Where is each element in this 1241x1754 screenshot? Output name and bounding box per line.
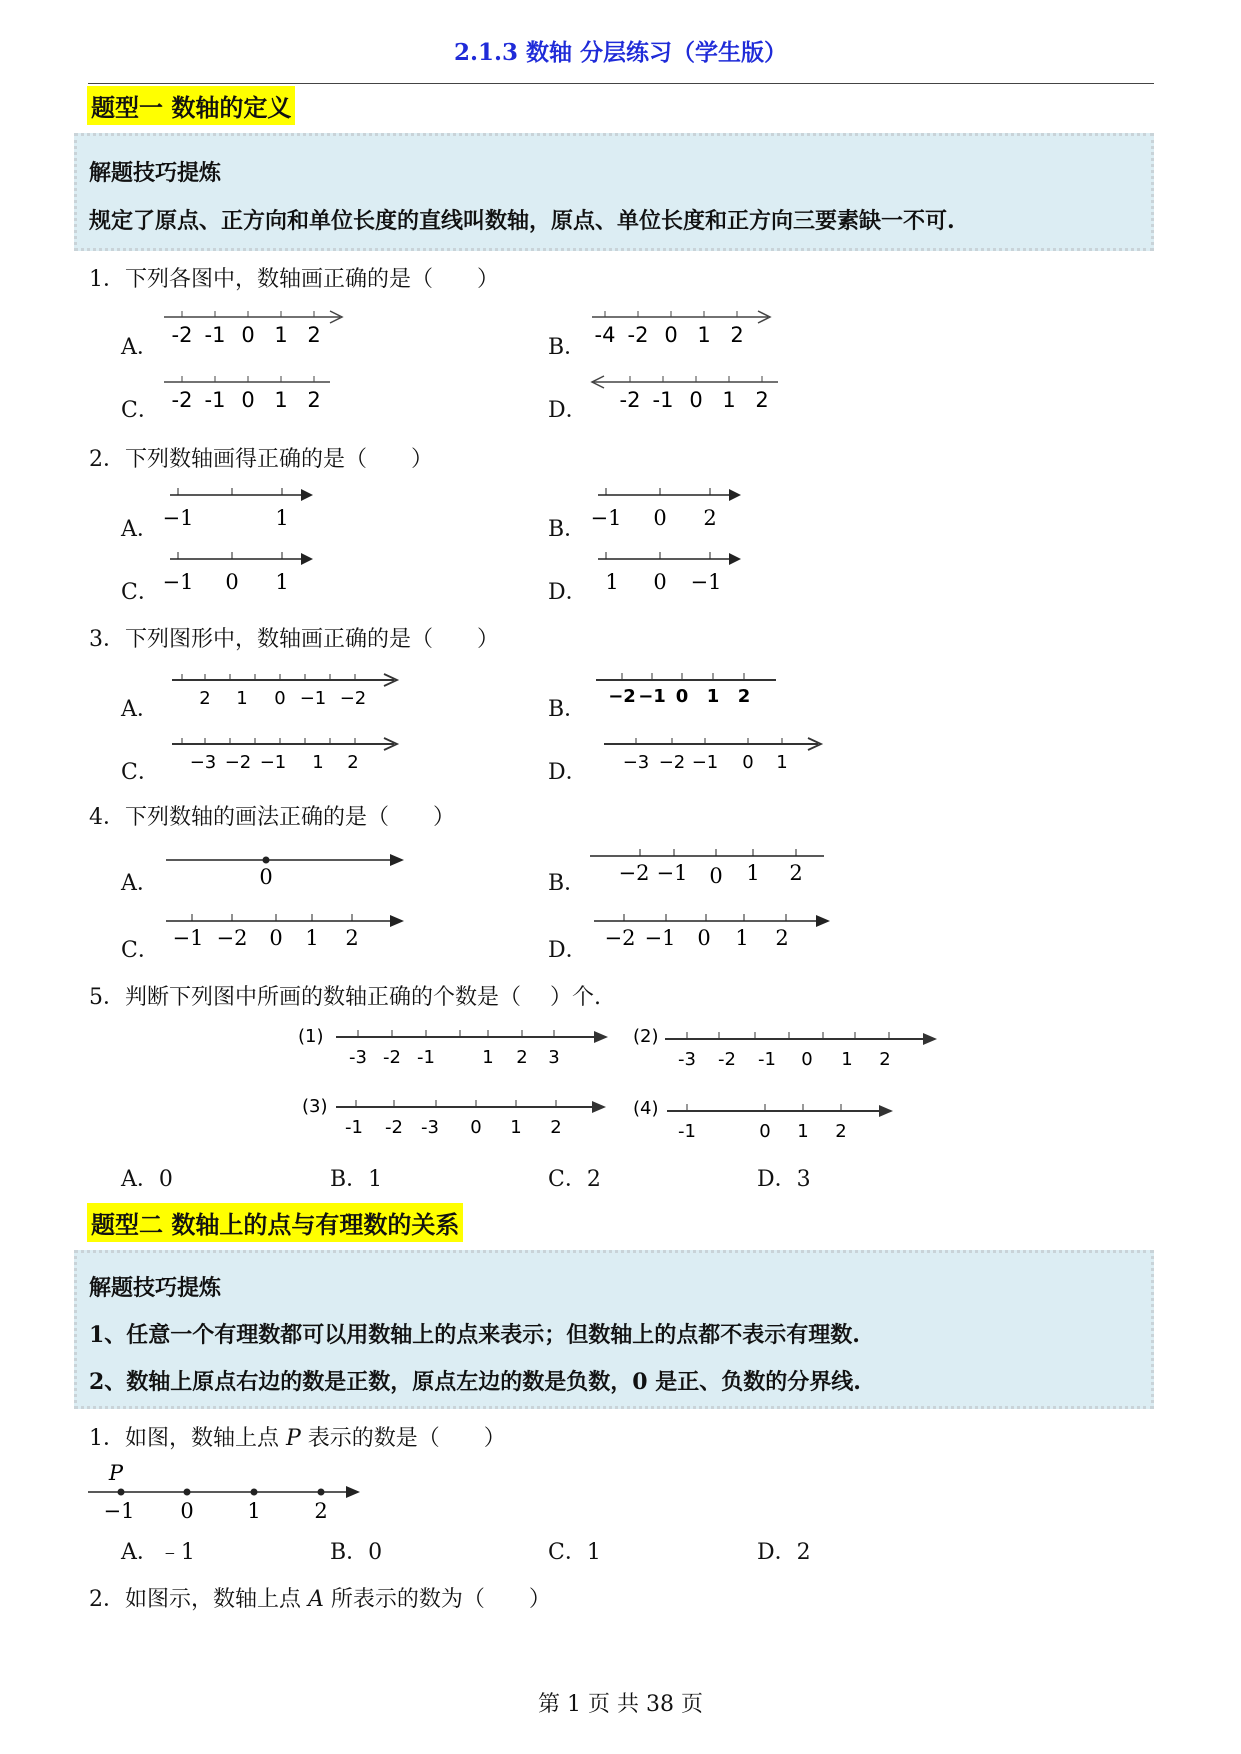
section2-title: 题型二 数轴上的点与有理数的关系 — [87, 1203, 463, 1242]
number-line-figure — [168, 668, 408, 712]
tick-label: -3 — [421, 1117, 439, 1138]
tick-label: −1 — [162, 570, 194, 594]
number-line-figure — [588, 365, 788, 415]
tick-label: 0 — [742, 752, 754, 773]
option-label: C． — [121, 580, 160, 605]
option-label: C． — [121, 760, 160, 785]
number-line-figure — [160, 365, 350, 415]
number-line-figure — [160, 300, 350, 350]
tick-label: 2 — [314, 1499, 328, 1523]
tick-label: -2 — [385, 1117, 403, 1138]
tick-label: −1 — [299, 688, 327, 709]
tick-label: 2 — [199, 688, 211, 709]
tick-label: -2 — [718, 1049, 736, 1070]
header-divider — [88, 83, 1154, 84]
stem-text: 2．如图示，数轴上点 — [89, 1587, 308, 1612]
number-line-figure — [168, 732, 408, 776]
option-label: A． — [121, 335, 159, 360]
tick-label: −2 — [604, 926, 636, 950]
stem-text: 1．如图，数轴上点 — [89, 1426, 286, 1451]
tick-label: -1 — [652, 388, 674, 412]
tick-label: 1 — [305, 926, 319, 950]
stem-text: 表示的数是（ ） — [300, 1426, 506, 1451]
point-label: P — [108, 1461, 124, 1485]
tick-label: 1 — [697, 323, 711, 347]
tick-label: 1 — [735, 926, 749, 950]
tick-label: −1 — [590, 506, 622, 530]
figure-label: (2) — [633, 1026, 659, 1047]
tick-label: 0 — [664, 323, 678, 347]
option-label: A． — [121, 517, 159, 542]
tick-label: 2 — [345, 926, 359, 950]
question-stem — [89, 1582, 551, 1613]
answer-choice: D．3 — [757, 1167, 811, 1192]
tick-label: 1 — [776, 752, 788, 773]
tick-label: 1 — [274, 323, 288, 347]
tick-label: −1 — [638, 686, 666, 707]
tick-label: −2 — [224, 752, 252, 773]
tick-label: -3 — [349, 1047, 367, 1068]
section1-tip-box — [74, 133, 1154, 251]
tick-label: 2 — [307, 323, 321, 347]
answer-choice: C．1 — [548, 1540, 601, 1565]
answer-choice: C．2 — [548, 1167, 601, 1192]
point-variable: P — [286, 1426, 301, 1451]
tip-line: 2、数轴上原点右边的数是正数，原点左边的数是负数，0 是正、负数的分界线. — [89, 1369, 861, 1395]
tick-label: −1 — [259, 752, 287, 773]
tick-label: −1 — [691, 752, 719, 773]
option-label: D． — [548, 398, 588, 423]
figure-label: (1) — [298, 1026, 324, 1047]
tick-label: −1 — [162, 506, 194, 530]
point-variable: A — [308, 1587, 324, 1612]
tick-label: 0 — [689, 388, 703, 412]
option-label: C． — [121, 398, 160, 423]
tick-label: 2 — [516, 1047, 528, 1068]
tip-line: 规定了原点、正方向和单位长度的直线叫数轴，原点、单位长度和正方向三要素缺一不可. — [89, 208, 955, 234]
tick-label: −2 — [618, 861, 650, 885]
tick-label: -2 — [383, 1047, 401, 1068]
tick-label: 1 — [706, 686, 720, 707]
tick-label: 2 — [789, 861, 803, 885]
tick-label: -2 — [627, 323, 649, 347]
tick-label: −1 — [644, 926, 676, 950]
tip-title: 解题技巧提炼 — [89, 1275, 222, 1301]
tick-label: 0 — [274, 688, 286, 709]
number-line-figure — [160, 483, 320, 535]
question-stem: 5．判断下列图中所画的数轴正确的个数是（ ）个. — [89, 985, 601, 1010]
tick-label: 0 — [759, 1121, 771, 1142]
number-line-figure — [627, 1092, 907, 1146]
option-label: A． — [121, 871, 159, 896]
section2-tip-box — [74, 1250, 1154, 1409]
tick-label: −2 — [658, 752, 686, 773]
page-title: 2.1.3 数轴 分层练习（学生版） — [453, 39, 788, 66]
tick-label: 0 — [269, 926, 283, 950]
tick-label: 0 — [653, 506, 667, 530]
tick-label: 1 — [482, 1047, 494, 1068]
option-label: A． — [121, 697, 159, 722]
tick-label: −2 — [339, 688, 367, 709]
tick-label: 1 — [312, 752, 324, 773]
number-line-figure — [160, 547, 320, 599]
number-line-figure — [292, 1020, 622, 1074]
number-line-figure — [590, 846, 830, 890]
tick-label: 2 — [755, 388, 769, 412]
number-line-figure — [296, 1090, 626, 1144]
tick-label: 2 — [879, 1049, 891, 1070]
tip-title: 解题技巧提炼 — [89, 160, 222, 186]
tick-label: 0 — [653, 570, 667, 594]
tick-label: 1 — [275, 506, 289, 530]
tick-label: -1 — [345, 1117, 363, 1138]
question-stem: 4．下列数轴的画法正确的是（ ） — [89, 805, 455, 830]
tick-label: -1 — [417, 1047, 435, 1068]
option-label: D． — [548, 760, 588, 785]
number-line-figure — [588, 300, 778, 350]
tick-label: -1 — [678, 1121, 696, 1142]
number-line-figure — [588, 483, 748, 535]
tick-label: 0 — [470, 1117, 482, 1138]
option-label: D． — [548, 938, 588, 963]
tick-label: 1 — [510, 1117, 522, 1138]
option-label: B． — [548, 517, 587, 542]
option-label: B． — [548, 871, 587, 896]
tick-label: 2 — [737, 686, 751, 707]
figure-label: (4) — [633, 1098, 659, 1119]
tick-label: 1 — [722, 388, 736, 412]
tick-label: -2 — [171, 323, 193, 347]
number-line-figure — [162, 848, 412, 892]
tick-label: 0 — [241, 323, 255, 347]
tip-line: 1、任意一个有理数都可以用数轴上的点来表示；但数轴上的点都不表示有理数. — [89, 1322, 860, 1348]
tick-label: −1 — [172, 926, 204, 950]
tick-label: 2 — [307, 388, 321, 412]
question-stem: 1．下列各图中，数轴画正确的是（ ） — [89, 267, 499, 292]
question-stem — [89, 1421, 506, 1452]
number-line-figure — [88, 1458, 368, 1528]
tick-label: -2 — [171, 388, 193, 412]
tick-label: 2 — [347, 752, 359, 773]
tick-label: -1 — [758, 1049, 776, 1070]
tick-label: 0 — [180, 1499, 194, 1523]
option-label: B． — [548, 335, 587, 360]
stem-text: 所表示的数为（ ） — [323, 1587, 551, 1612]
number-line-figure — [627, 1020, 957, 1074]
tick-label: −2 — [216, 926, 248, 950]
tick-label: -3 — [678, 1049, 696, 1070]
question-stem: 3．下列图形中，数轴画正确的是（ ） — [89, 627, 499, 652]
tick-label: 1 — [274, 388, 288, 412]
tick-label: −3 — [622, 752, 650, 773]
tick-label: 1 — [247, 1499, 261, 1523]
tick-label: −1 — [103, 1499, 135, 1523]
tick-label: 3 — [548, 1047, 560, 1068]
tick-label: −2 — [608, 686, 636, 707]
number-line-figure — [600, 732, 830, 776]
number-line-figure — [588, 547, 748, 599]
option-label: D． — [548, 580, 588, 605]
tick-label: 0 — [675, 686, 689, 707]
tick-label: 2 — [775, 926, 789, 950]
figure-label: (3) — [302, 1096, 328, 1117]
number-line-figure — [162, 909, 412, 953]
section1-title: 题型一 数轴的定义 — [87, 86, 295, 125]
tick-label: -1 — [204, 323, 226, 347]
tick-label: -2 — [619, 388, 641, 412]
number-line-figure — [596, 664, 786, 710]
answer-choice: B．0 — [330, 1540, 383, 1565]
page-number: 第 1 页 共 38 页 — [538, 1692, 703, 1717]
question-stem: 2．下列数轴画得正确的是（ ） — [89, 447, 433, 472]
tick-label: −3 — [189, 752, 217, 773]
answer-choice: D．2 — [757, 1540, 811, 1565]
tick-label: 1 — [841, 1049, 853, 1070]
tick-label: 0 — [259, 865, 273, 889]
tick-label: 0 — [709, 864, 723, 888]
tick-label: 2 — [703, 506, 717, 530]
tick-label: 0 — [225, 570, 239, 594]
tick-label: 0 — [697, 926, 711, 950]
answer-choice: A．﹣1 — [121, 1540, 195, 1565]
tick-label: 1 — [797, 1121, 809, 1142]
tick-label: -4 — [594, 323, 616, 347]
tick-label: 0 — [241, 388, 255, 412]
tick-label: 1 — [236, 688, 248, 709]
tick-label: −1 — [656, 861, 688, 885]
answer-choice: B．1 — [330, 1167, 383, 1192]
option-label: B． — [548, 697, 587, 722]
option-label: C． — [121, 938, 160, 963]
tick-label: 1 — [275, 570, 289, 594]
number-line-figure — [590, 909, 840, 953]
tick-label: 2 — [730, 323, 744, 347]
tick-label: 2 — [835, 1121, 847, 1142]
tick-label: 1 — [746, 861, 760, 885]
answer-choice: A．0 — [121, 1167, 173, 1192]
tick-label: 1 — [605, 570, 619, 594]
tick-label: −1 — [690, 570, 722, 594]
tick-label: 0 — [801, 1049, 813, 1070]
tick-label: 2 — [550, 1117, 562, 1138]
tick-label: -1 — [204, 388, 226, 412]
